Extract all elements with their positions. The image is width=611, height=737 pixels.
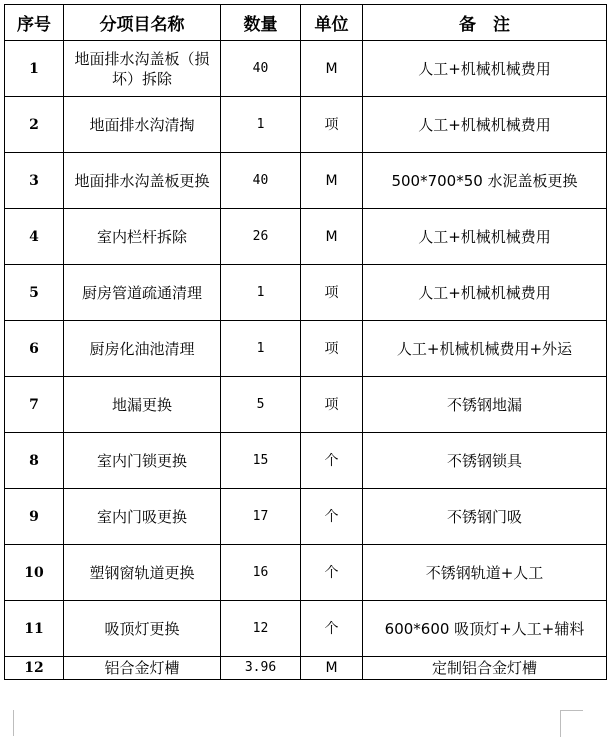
cell-no: 9: [5, 489, 64, 545]
cell-unit: 个: [301, 433, 363, 489]
cell-no: 12: [5, 657, 64, 680]
cell-quantity: 3.96: [221, 657, 301, 680]
cell-unit: M: [301, 209, 363, 265]
cell-item-name: 室内门吸更换: [64, 489, 221, 545]
header-item-name: 分项目名称: [64, 5, 221, 41]
header-unit: 单位: [301, 5, 363, 41]
cell-item-name: 铝合金灯槽: [64, 657, 221, 680]
cell-remark: 人工+机械机械费用+外运: [363, 321, 607, 377]
cell-unit: M: [301, 41, 363, 97]
table-row: [5, 489, 607, 545]
cell-quantity: 40: [221, 153, 301, 209]
cell-remark: 500*700*50 水泥盖板更换: [363, 153, 607, 209]
cell-item-name: 地面排水沟清掏: [64, 97, 221, 153]
table-header-row: [5, 5, 607, 41]
cell-no: 1: [5, 41, 64, 97]
cell-no: 4: [5, 209, 64, 265]
cell-unit: 项: [301, 265, 363, 321]
work-items-table: [4, 4, 607, 680]
cell-quantity: 12: [221, 601, 301, 657]
table-row: [5, 657, 607, 680]
cell-item-name: 地面排水沟盖板（损坏）拆除: [64, 41, 221, 97]
cell-quantity: 26: [221, 209, 301, 265]
cell-item-name: 室内栏杆拆除: [64, 209, 221, 265]
cell-unit: M: [301, 153, 363, 209]
page-corner-mark-right: [560, 710, 583, 737]
cell-unit: M: [301, 657, 363, 680]
cell-quantity: 16: [221, 545, 301, 601]
cell-unit: 个: [301, 489, 363, 545]
header-quantity: 数量: [221, 5, 301, 41]
table-row: [5, 41, 607, 97]
cell-item-name: 室内门锁更换: [64, 433, 221, 489]
table-row: [5, 321, 607, 377]
header-no: 序号: [5, 5, 64, 41]
cell-quantity: 1: [221, 321, 301, 377]
header-remark: 备 注: [363, 5, 607, 41]
cell-quantity: 1: [221, 265, 301, 321]
cell-quantity: 5: [221, 377, 301, 433]
table-row: [5, 209, 607, 265]
cell-remark: 定制铝合金灯槽: [363, 657, 607, 680]
table-row: [5, 601, 607, 657]
cell-item-name: 吸顶灯更换: [64, 601, 221, 657]
cell-remark: 人工+机械机械费用: [363, 41, 607, 97]
cell-item-name: 厨房管道疏通清理: [64, 265, 221, 321]
cell-no: 10: [5, 545, 64, 601]
cell-quantity: 40: [221, 41, 301, 97]
table-row: [5, 377, 607, 433]
cell-remark: 不锈钢锁具: [363, 433, 607, 489]
cell-item-name: 地漏更换: [64, 377, 221, 433]
table-row: [5, 433, 607, 489]
cell-quantity: 17: [221, 489, 301, 545]
table-row: [5, 265, 607, 321]
page-corner-mark-left: [5, 710, 14, 736]
cell-quantity: 15: [221, 433, 301, 489]
table-row: [5, 97, 607, 153]
cell-remark: 不锈钢门吸: [363, 489, 607, 545]
cell-no: 11: [5, 601, 64, 657]
cell-remark: 不锈钢地漏: [363, 377, 607, 433]
cell-quantity: 1: [221, 97, 301, 153]
cell-remark: 不锈钢轨道+人工: [363, 545, 607, 601]
cell-item-name: 塑钢窗轨道更换: [64, 545, 221, 601]
cell-remark: 600*600 吸顶灯+人工+辅料: [363, 601, 607, 657]
cell-no: 3: [5, 153, 64, 209]
cell-no: 6: [5, 321, 64, 377]
table-row: [5, 545, 607, 601]
cell-remark: 人工+机械机械费用: [363, 209, 607, 265]
cell-unit: 项: [301, 97, 363, 153]
cell-unit: 个: [301, 601, 363, 657]
cell-item-name: 地面排水沟盖板更换: [64, 153, 221, 209]
cell-unit: 项: [301, 377, 363, 433]
cell-no: 7: [5, 377, 64, 433]
cell-unit: 项: [301, 321, 363, 377]
cell-remark: 人工+机械机械费用: [363, 97, 607, 153]
table-row: [5, 153, 607, 209]
cell-no: 2: [5, 97, 64, 153]
cell-no: 5: [5, 265, 64, 321]
cell-item-name: 厨房化油池清理: [64, 321, 221, 377]
cell-remark: 人工+机械机械费用: [363, 265, 607, 321]
cell-no: 8: [5, 433, 64, 489]
cell-unit: 个: [301, 545, 363, 601]
